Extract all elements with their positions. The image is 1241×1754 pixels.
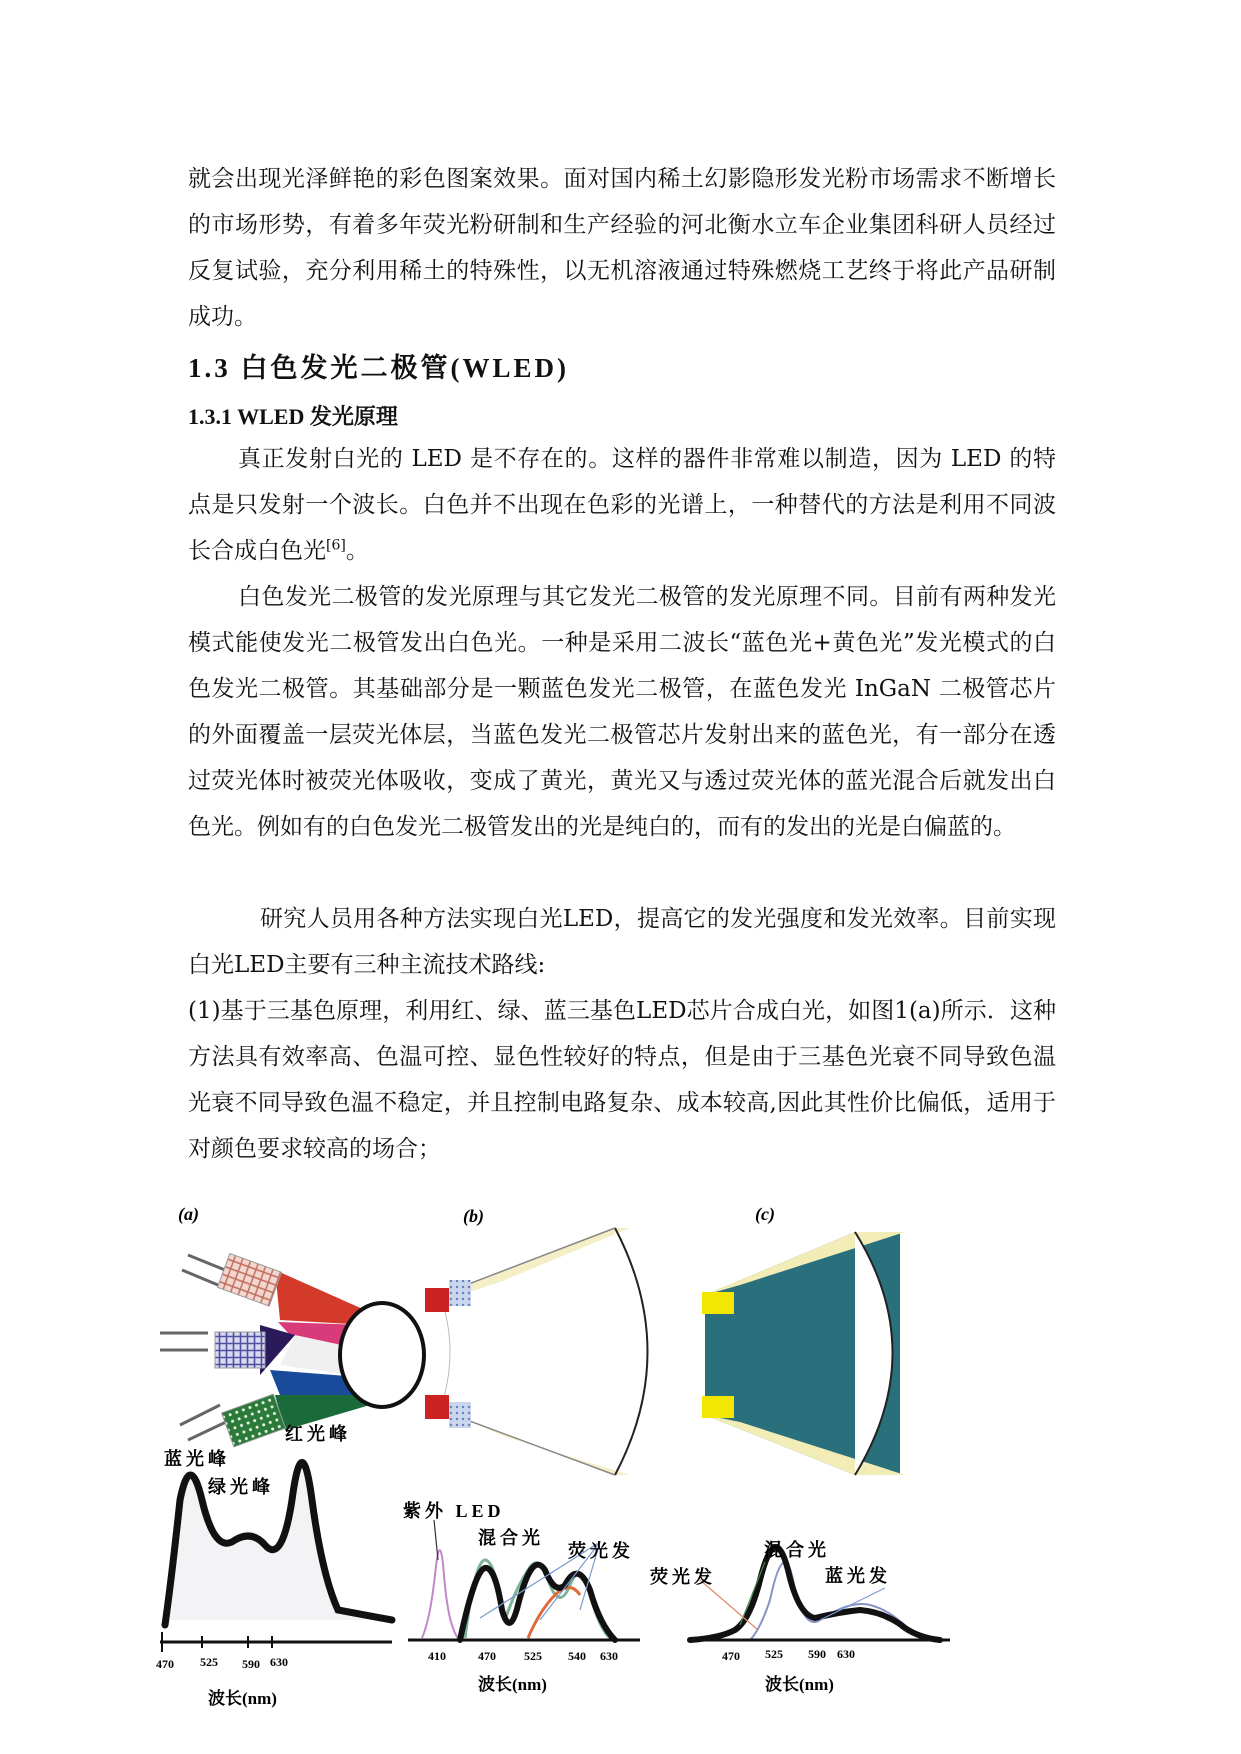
annotation-blue-c: 蓝光发 <box>825 1566 891 1586</box>
tick-label: 470 <box>722 1649 740 1663</box>
tick-label: 540 <box>568 1649 586 1663</box>
paragraph-method-1 <box>188 988 1056 1172</box>
spectrum-a <box>156 1423 392 1708</box>
paragraph-white-led <box>188 436 1056 574</box>
rgb-led-illustration <box>160 1254 424 1447</box>
blue-led-illustration <box>702 1232 905 1475</box>
paragraph-research <box>188 896 1056 988</box>
annotation-uv-led: 紫外 LED <box>403 1501 505 1521</box>
paragraph-intro-text: 就会出现光泽鲜艳的彩色图案效果。面对国内稀土幻影隐形发光粉市场需求不断增长的市场形势，有着多年荧光粉研制和生产经验的河北衡水立车企业集团科研人员经过反复试验，充分利用稀土的特殊性，以无机溶液通过特殊燃烧工艺终于将此产品研制成功。 <box>188 166 1056 330</box>
tick-label: 630 <box>600 1649 618 1663</box>
tick-label: 630 <box>270 1655 288 1669</box>
x-axis-label-b: 波长(nm) <box>478 1675 547 1694</box>
annotation-mixed-light-b: 混合光 <box>478 1528 544 1548</box>
tick-label: 470 <box>478 1649 496 1663</box>
figure-white-led-methods <box>156 1200 1020 1720</box>
tick-label: 630 <box>837 1647 855 1661</box>
tick-label: 410 <box>428 1649 446 1663</box>
spectrum-c <box>650 1539 950 1694</box>
x-axis-label-a: 波长(nm) <box>208 1689 277 1708</box>
panel-label-c: (c) <box>755 1204 775 1224</box>
annotation-blue-peak: 蓝光峰 <box>164 1449 230 1469</box>
tick-label: 590 <box>242 1657 260 1671</box>
panel-label-a: (a) <box>178 1204 199 1224</box>
paragraph-principle-text: 白色发光二极管的发光原理与其它发光二极管的发光原理不同。目前有两种发光模式能使发光二极管发出白色光。一种是采用二波长“蓝色光+黄色光”发光模式的白色发光二极管。其基础部分是一颗蓝色发光二极管，在蓝色发光 InGaN 二极管芯片的外面覆盖一层荧光体层，当蓝色发光二极管芯片发射出来的蓝色光，有一部分在透过荧光体时被荧光体吸收，变成了黄光，黄光又与透过荧光体的蓝光混合后就发出白色光。例如有的白色发光二极管发出的光是纯白的，而有的发出的光是白偏蓝的。 <box>188 584 1056 840</box>
panel-label-b: (b) <box>463 1206 484 1226</box>
paragraph-research-text: 研究人员用各种方法实现白光LED，提高它的发光强度和发光效率。目前实现白光LED主要有三种主流技术路线: <box>188 906 1056 978</box>
citation-ref[interactable]: [6] <box>326 537 346 554</box>
tick-label: 470 <box>156 1657 174 1671</box>
paragraph-white-led-text: 真正发射白光的 LED 是不存在的。这样的器件非常难以制造，因为 LED 的特点是只发射一个波长。白色并不出现在色彩的光谱上，一种替代的方法是利用不同波长合成白色光 <box>188 446 1056 564</box>
annotation-red-peak: 红光峰 <box>285 1424 351 1444</box>
spectrum-b <box>403 1500 640 1694</box>
annotation-mixed-light-c: 混合光 <box>764 1540 830 1560</box>
x-axis-label-c: 波长(nm) <box>765 1675 834 1694</box>
tick-label: 525 <box>765 1647 783 1661</box>
annotation-green-peak: 绿光峰 <box>208 1477 274 1497</box>
annotation-phosphor-b: 荧光发 <box>568 1541 634 1561</box>
annotation-phosphor-c: 荧光发 <box>650 1567 716 1587</box>
tick-label: 590 <box>808 1647 826 1661</box>
paragraph-white-led-end: 。 <box>345 538 369 564</box>
tick-label: 525 <box>524 1649 542 1663</box>
subsection-heading: 1.3.1 WLED 发光原理 <box>188 404 398 429</box>
paragraph-method-1-text: (1)基于三基色原理，利用红、绿、蓝三基色LED芯片合成白光，如图1(a)所示．这种方法具有效率高、色温可控、显色性较好的特点，但是由于三基色光衰不同导致色温光衰不同导致色温不稳定，并且控制电路复杂、成本较高,因此其性价比偏低，适用于对颜色要求较高的场合； <box>188 998 1056 1162</box>
figure-svg <box>156 1200 1020 1720</box>
tick-label: 525 <box>200 1655 218 1669</box>
paragraph-principle <box>188 574 1056 850</box>
paragraph-intro <box>188 156 1056 340</box>
uv-led-illustration <box>425 1228 648 1475</box>
section-heading: 1.3 白色发光二极管(WLED) <box>188 353 569 383</box>
